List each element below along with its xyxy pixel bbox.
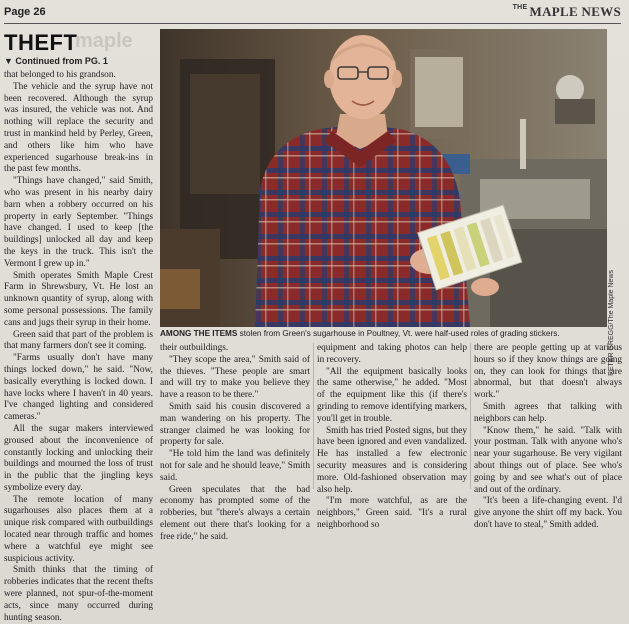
paragraph: Green speculates that the bad economy has prompted some of the robberies, but "there's always a certain element out there that's looking for a free ride," he said. <box>160 484 310 542</box>
masthead-prefix: THE <box>512 4 528 11</box>
paragraph: Smith thinks that the timing of robberies indicates that the recent thefts were planned, not spur-of-the-moment acts, since many occurred during hunting season. <box>4 565 153 623</box>
article-column-4 <box>474 343 622 532</box>
paragraph: All the sugar makers interviewed groused about the inconvenience of constantly locking and unlocking their buildings and mourned the loss of trust in the public that the jingling keys symbolize every day. <box>4 423 153 493</box>
article-column-2 <box>160 343 310 544</box>
caption-lead: AMONG THE ITEMS <box>160 329 238 338</box>
photo-sugarhouse-man <box>160 29 607 327</box>
page-header <box>4 6 621 22</box>
photo-caption <box>160 329 610 339</box>
paragraph: their outbuildings. <box>160 343 229 353</box>
paragraph: there are people getting up at various hours so if they know things are going on, they can look for things that are abnormal, but that doesn't always work." <box>474 343 622 401</box>
paragraph: Smith has tried Posted signs, but they have been ignored and even vandalized. He has installed a few electronic security measures and is considering more. Old-fashioned observation may also help. <box>317 425 467 495</box>
article-photo <box>160 29 607 327</box>
continued-from-label: ▼ Continued from PG. 1 <box>4 56 108 66</box>
paragraph: Smith operates Smith Maple Crest Farm in Shrewsbury, Vt. He lost an unknown quantity of syrup, along with some personal possessions. The family cans and jugs their syrup in their home. <box>4 270 153 328</box>
photo-credit: PETER GREGG/The Maple News <box>608 270 615 376</box>
article-column-1 <box>4 70 153 624</box>
paragraph: "It's been a life-changing event. I'd give anyone the shirt off my back. You don't have to steal," Smith added. <box>474 496 622 530</box>
paragraph: "Things have changed," said Smith, who was present in his nearby dairy barn when a robbery occurred on his property in early September. "Things have changed. I used to keep [the buildings] unlocked all day and keep the keys in the truck. This isn't the Vermont I grew up in." <box>4 176 153 269</box>
bleed-through-text: maple <box>75 30 133 52</box>
paragraph: "He told him the land was definitely not for sale and he should leave," Smith said. <box>160 449 310 483</box>
paragraph: equipment and taking photos can help in recovery. <box>317 343 467 365</box>
paragraph: Green said that part of the problem is that many farmers don't see it coming. <box>4 329 153 352</box>
caption-text: stolen from Green's sugarhouse in Poultney, Vt. were half-used roles of grading stickers. <box>237 329 560 338</box>
column-divider <box>313 343 314 489</box>
page-number: Page 26 <box>4 6 46 18</box>
article-column-3 <box>317 343 467 532</box>
article-headline: THEFT <box>4 30 78 55</box>
masthead <box>513 4 621 20</box>
paragraph: Smith agrees that talking with neighbors can help. <box>474 401 622 424</box>
paragraph: The vehicle and the syrup have not been recovered. Although the syrup was insured, the vehicle was not. And nothing will replace the security and trust in mankind held by Perley, Green, and others like him who have experienced sugarhouse break-ins in the past few months. <box>4 81 153 175</box>
paragraph: that belonged to his grandson. <box>4 70 116 80</box>
masthead-title: MAPLE NEWS <box>529 4 621 19</box>
paragraph: "Farms usually don't have many things locked down," he said. "Now, basically everything is locked down. I have locks where I haven't in 40 years. I've changed lighting and considered cameras." <box>4 353 153 423</box>
paragraph: "Know them," he said. "Talk with your postman. Talk with anyone who's near your sugarhouse. Be very vigilant about things out of place. See who's going by and see what's out of place and out of the ordinary. <box>474 425 622 495</box>
paragraph: The remote location of many sugarhouses also places them at a unique risk compared with outbuildings located near through traffic and homes where a watchful eye might see suspicious activity. <box>4 494 153 564</box>
column-divider <box>470 343 471 489</box>
paragraph: "All the equipment basically looks the same otherwise," he added. "Most of the equipment like this (if there's grinding to remove identifying markers, you'll get in trouble. <box>317 366 467 424</box>
paragraph: Smith said his cousin discovered a man wandering on his property. The stranger claimed he was looking for property for sale. <box>160 401 310 448</box>
header-rule <box>4 23 621 24</box>
paragraph: "I'm more watchful, as are the neighbors," Green said. "It's a rural neighborhood so <box>317 496 467 530</box>
paragraph: "They scope the area," Smith said of the thieves. "These people are smart and will try to make you believe they have a reason to be there." <box>160 354 310 401</box>
